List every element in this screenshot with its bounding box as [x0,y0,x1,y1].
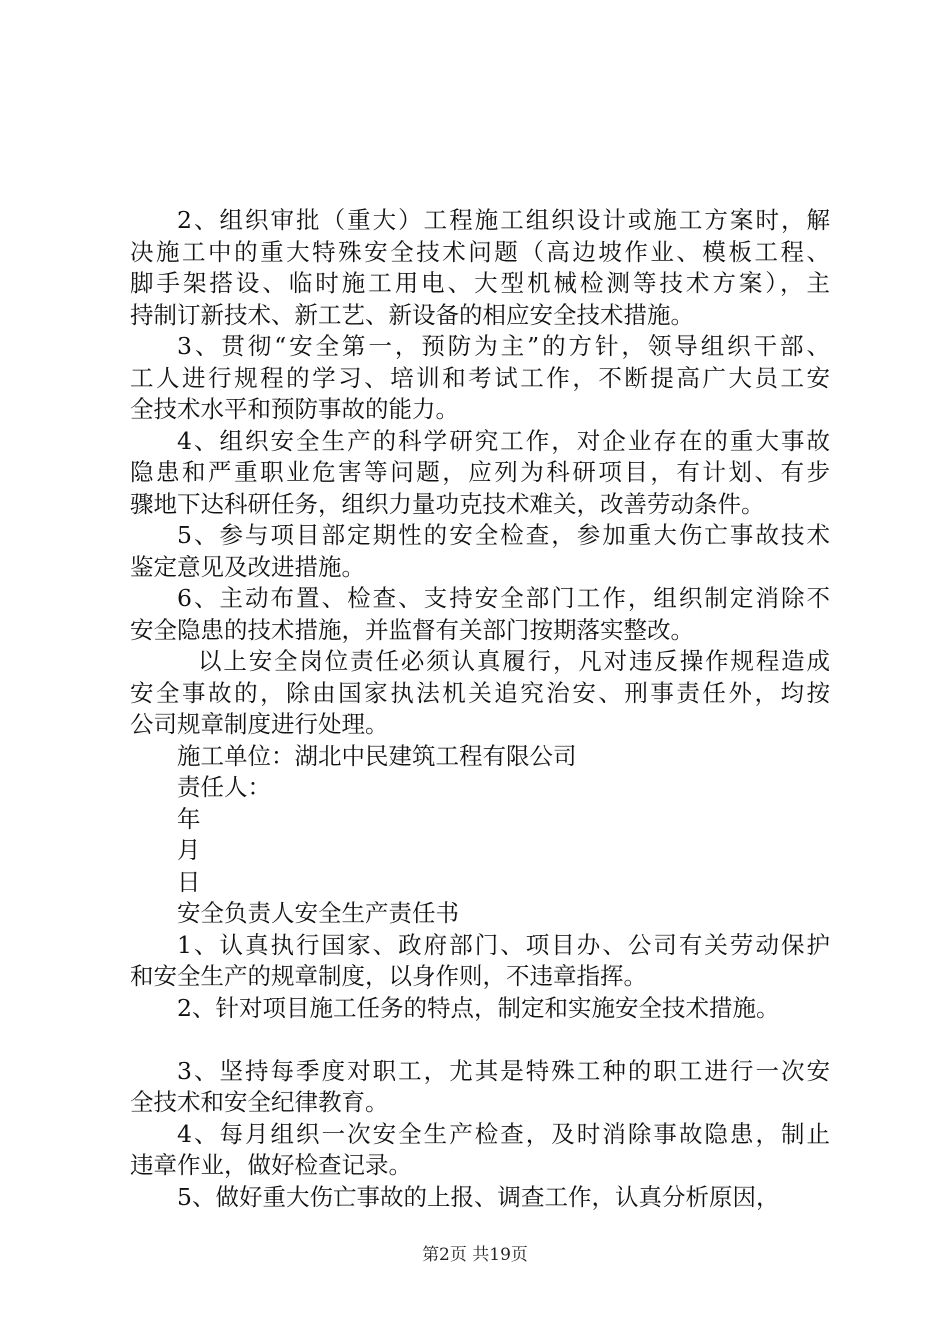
paragraph-year [130,804,830,836]
text-line: 4、组织安全生产的科学研究工作，对企业存在的重大事故 [177,426,830,455]
text-line: 责任人： [177,773,271,801]
text-line: 违章作业，做好检查记录。 [130,1151,412,1179]
text-line: 持制订新技术、新工艺、新设备的相应安全技术措施。 [130,300,694,329]
paragraph-q1 [130,930,830,993]
text-line: 全技术和安全纪律教育。 [130,1088,389,1116]
text-line: 3、贯彻“安全第一，预防为主”的方针，领导组织干部、 [177,332,830,360]
paragraph-p3 [130,331,830,426]
paragraph-p2 [130,205,830,331]
text-line: 6、主动布置、检查、支持安全部门工作，组织制定消除不 [177,584,830,612]
text-line: 以上安全岗位责任必须认真履行，凡对违反操作规程造成 [198,647,830,675]
paragraph-q2 [130,993,830,1025]
text-line: 安全事故的，除由国家执法机关追究治安、刑事责任外，均按 [130,678,830,707]
text-line: 月 [177,836,201,864]
text-line: 安全隐患的技术措施，并监督有关部门按期落实整改。 [130,615,694,644]
text-line: 决施工中的重大特殊安全技术问题（高边坡作业、模板工程、 [130,237,830,266]
text-line: 隐患和严重职业危害等问题，应列为科研项目，有计划、有步 [130,458,830,486]
text-line: 3、坚持每季度对职工，尤其是特殊工种的职工进行一次安 [177,1056,830,1085]
paragraph-p7 [130,646,830,741]
text-line: 5、做好重大伤亡事故的上报、调查工作，认真分析原因， [177,1182,780,1211]
text-line [130,1024,830,1056]
text-line: 年 [177,804,201,833]
paragraph-title2 [130,898,830,930]
text-line: 骤地下达科研任务，组织力量功克技术难关，改善劳动条件。 [130,489,765,518]
paragraph-q5 [130,1182,830,1214]
paragraph-day [130,867,830,899]
text-line: 2、组织审批（重大）工程施工组织设计或施工方案时，解 [177,206,830,234]
text-line: 施工单位：湖北中民建筑工程有限公司 [177,741,577,770]
text-line: 和安全生产的规章制度，以身作则，不违章指挥。 [130,962,647,990]
text-line: 脚手架搭设、临时施工用电、大型机械检测等技术方案），主 [130,269,830,297]
text-line: 工人进行规程的学习、培训和考试工作，不断提高广大员工安 [130,363,830,392]
paragraph-person [130,772,830,804]
text-line: 2、针对项目施工任务的特点，制定和实施安全技术措施。 [177,993,780,1022]
paragraph-month [130,835,830,867]
text-line: 全技术水平和预防事故的能力。 [130,395,459,423]
paragraph-q4 [130,1119,830,1182]
text-line: 鉴定意见及改进措施。 [130,552,365,581]
paragraph-blank [130,1024,830,1056]
document-body [130,205,830,1213]
paragraph-p6 [130,583,830,646]
text-line: 5、参与项目部定期性的安全检查，参加重大伤亡事故技术 [177,521,830,549]
paragraph-p5 [130,520,830,583]
text-line: 公司规章制度进行处理。 [130,710,389,738]
paragraph-p4 [130,426,830,521]
text-line: 4、每月组织一次安全生产检查，及时消除事故隐患，制止 [177,1119,830,1148]
text-line: 安全负责人安全生产责任书 [177,899,459,927]
page-number-footer: 第2页 共19页 [422,1245,528,1265]
text-line: 1、认真执行国家、政府部门、项目办、公司有关劳动保护 [177,930,830,959]
text-line: 日 [177,867,201,896]
paragraph-unit [130,741,830,773]
paragraph-q3 [130,1056,830,1119]
